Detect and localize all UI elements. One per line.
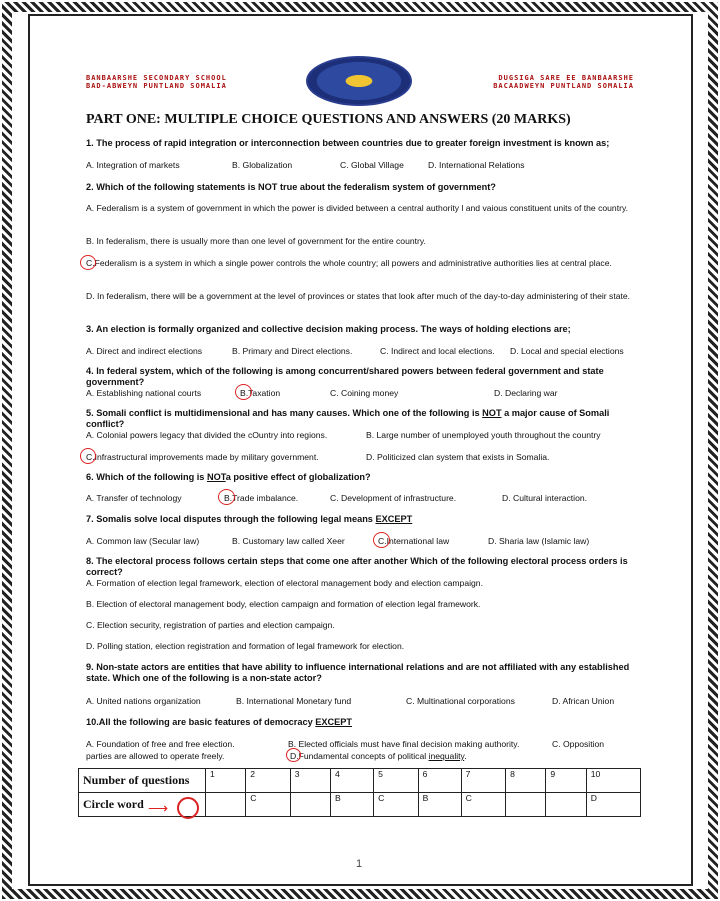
school-name-line2: BAD-ABWEYN PUNTLAND SOMALIA xyxy=(86,82,227,90)
q4-option-b[interactable]: B.Taxation xyxy=(240,388,281,398)
q10-emphasis: EXCEPT xyxy=(315,717,353,727)
q2-option-d[interactable]: D. In federalism, there will be a government at the level of provinces or states that look after much of the day-to-day administering of their state. xyxy=(86,291,631,301)
q8-option-c[interactable]: C. Election security, registration of parties and election campaign. xyxy=(86,620,335,630)
handwritten-circle-icon xyxy=(177,797,199,819)
q7-emphasis: EXCEPT xyxy=(375,514,413,524)
q7-option-d[interactable]: D. Sharia law (Islamic law) xyxy=(488,536,590,546)
q7-option-c[interactable]: C.International law xyxy=(378,536,450,546)
table-cell: 8 xyxy=(506,769,546,793)
q9-option-b[interactable]: B. International Monetary fund xyxy=(236,696,352,706)
table-cell: 1 xyxy=(206,769,246,793)
q9-option-a[interactable]: A. United nations organization xyxy=(86,696,201,706)
school-header xyxy=(86,56,634,106)
answer-cell[interactable]: C xyxy=(246,793,290,817)
q2-option-a[interactable]: A. Federalism is a system of government in which the power is divided between a central authority l and vaious constituent units of the country. xyxy=(86,203,629,213)
q6-option-d[interactable]: D. Cultural interaction. xyxy=(502,493,588,503)
q7-option-b[interactable]: B. Customary law called Xeer xyxy=(232,536,345,546)
table-cell: 7 xyxy=(461,769,505,793)
answer-cell[interactable] xyxy=(546,793,586,817)
q2-option-b[interactable]: B. In federalism, there is usually more than one level of government for the entire country. xyxy=(86,236,426,246)
q10-option-d[interactable] xyxy=(290,751,467,761)
question-10 xyxy=(86,717,646,728)
q8-option-d[interactable]: D. Polling station, election registration and formation of legal framework for election. xyxy=(86,641,405,651)
q6-option-b[interactable]: B.Trade imbalance. xyxy=(224,493,299,503)
table-cell: 5 xyxy=(374,769,418,793)
q4-answer-circle xyxy=(235,384,252,400)
answer-cell[interactable]: C xyxy=(461,793,505,817)
q1-option-b[interactable]: B. Globalization xyxy=(232,160,293,170)
question-1: 1. The process of rapid integration or interconnection between countries due to greater foreign investment is known as; xyxy=(86,138,610,148)
answer-cell[interactable] xyxy=(290,793,330,817)
q3-option-b[interactable]: B. Primary and Direct elections. xyxy=(232,346,353,356)
table-row-numbers xyxy=(79,769,641,793)
question-4: 4. In federal system, which of the following is among concurrent/shared powers between federal government and state government? xyxy=(86,366,604,387)
q7-option-a[interactable]: A. Common law (Secular law) xyxy=(86,536,200,546)
q10-option-d-text: D.Fundamental concepts of political xyxy=(290,751,429,761)
q3-option-d[interactable]: D. Local and special elections xyxy=(510,346,624,356)
question-7 xyxy=(86,514,646,525)
answer-cell[interactable]: C xyxy=(374,793,418,817)
table-cell: 4 xyxy=(331,769,374,793)
school-name-right-line2: BACAADWEYN PUNTLAND SOMALIA xyxy=(493,82,634,90)
q10-option-d-period: . xyxy=(464,751,467,761)
q2-option-c[interactable]: C.Federalism is a system in which a single power controls the whole country; all powers and administrative authorities lies at central place. xyxy=(86,258,612,268)
part-title: PART ONE: MULTIPLE CHOICE QUESTIONS AND ANSWERS (20 MARKS) xyxy=(86,112,571,127)
table-cell: 6 xyxy=(418,769,461,793)
q9-option-d[interactable]: D. African Union xyxy=(552,696,615,706)
q3-option-c[interactable]: C. Indirect and local elections. xyxy=(380,346,495,356)
q6-emphasis: NOT xyxy=(206,472,226,482)
q3-option-a[interactable]: A. Direct and indirect elections xyxy=(86,346,203,356)
q5-option-b[interactable]: B. Large number of unemployed youth throughout the country xyxy=(366,430,601,440)
row-label-answers: Circle word xyxy=(79,793,206,817)
answer-cell[interactable] xyxy=(206,793,246,817)
q5-option-d[interactable]: D. Politicized clan system that exists in Somalia. xyxy=(366,452,550,462)
q4-option-c[interactable]: C. Coining money xyxy=(330,388,399,398)
q10-text-start: 10.All the following are basic features of democracy xyxy=(86,717,316,727)
table-cell: 2 xyxy=(246,769,290,793)
q6-option-a[interactable]: A. Transfer of technology xyxy=(86,493,182,503)
school-name-somali-english xyxy=(86,74,296,90)
answer-cell[interactable]: B xyxy=(418,793,461,817)
q5-option-c[interactable]: C.Infrastructural improvements made by military government. xyxy=(86,452,319,462)
q2-answer-circle xyxy=(80,255,96,270)
handwritten-arrow-icon: ⟶ xyxy=(148,800,169,816)
answer-cell[interactable]: D xyxy=(586,793,640,817)
q5-text-start: 5. Somali conflict is multidimensional and has many causes. Which one of the following is xyxy=(86,408,483,418)
q10-option-c[interactable]: C. Opposition xyxy=(552,739,605,749)
question-3: 3. An election is formally organized and collective decision making process. The ways of holding elections are; xyxy=(86,324,571,334)
row-label-numbers: Number of questions xyxy=(79,769,206,793)
question-8: 8. The electoral process follows certain steps that come one after another Which of the following electoral process orders is correct? xyxy=(86,556,628,577)
answer-cell[interactable] xyxy=(506,793,546,817)
q1-option-c[interactable]: C. Global Village xyxy=(340,160,404,170)
table-cell: 9 xyxy=(546,769,586,793)
q10-option-b[interactable]: B. Elected officials must have final decision making authority. xyxy=(288,739,520,749)
q7-text-start: 7. Somalis solve local disputes through the following legal means xyxy=(86,514,376,524)
question-9: 9. Non-state actors are entities that have ability to influence international relations and are not affiliated with any established state. Which one of the following is a non-state actor? xyxy=(86,662,630,683)
table-cell: 10 xyxy=(586,769,640,793)
q4-option-a[interactable]: A. Establishing national courts xyxy=(86,388,202,398)
q10-option-a[interactable]: A. Foundation of free and free election. xyxy=(86,739,235,749)
question-5 xyxy=(86,408,646,430)
q1-option-a[interactable]: A. Integration of markets xyxy=(86,160,180,170)
table-cell: 3 xyxy=(290,769,330,793)
school-logo xyxy=(306,56,412,106)
school-name-right-line1: DUGSIGA SARE EE BANBAARSHE xyxy=(498,74,634,82)
q6-text-start: 6. Which of the following is xyxy=(86,472,207,482)
page-number: 1 xyxy=(356,858,363,870)
q10-answer-circle xyxy=(286,748,301,762)
q6-option-c[interactable]: C. Development of infrastructure. xyxy=(330,493,457,503)
q6-answer-circle xyxy=(218,489,235,505)
q7-answer-circle xyxy=(373,532,390,548)
q5-option-a[interactable]: A. Colonial powers legacy that divided the cOuntry into regions. xyxy=(86,430,328,440)
q8-option-a[interactable]: A. Formation of election legal framework, election of electoral management body and election campaign. xyxy=(86,578,483,588)
school-name-line1: BANBAARSHE SECONDARY SCHOOL xyxy=(86,74,227,82)
q9-option-c[interactable]: C. Multinational corporations xyxy=(406,696,515,706)
q6-text-end: a positive effect of globalization? xyxy=(225,472,371,482)
school-name-somali xyxy=(424,74,634,90)
q5-text-end: a major cause of Somali conflict? xyxy=(86,408,610,429)
q4-option-d[interactable]: D. Declaring war xyxy=(494,388,558,398)
q5-emphasis: NOT xyxy=(482,408,502,418)
q10-option-d-emphasis: inequality xyxy=(428,751,465,761)
question-2: 2. Which of the following statements is NOT true about the federalism system of government? xyxy=(86,182,496,192)
answer-cell[interactable]: B xyxy=(331,793,374,817)
q8-option-b[interactable]: B. Election of electoral management body, election campaign and formation of election legal framework. xyxy=(86,599,481,609)
q1-option-d[interactable]: D. International Relations xyxy=(428,160,525,170)
question-6 xyxy=(86,472,646,483)
q5-answer-circle xyxy=(80,448,96,464)
q10-option-c-cont: parties are allowed to operate freely. xyxy=(86,751,225,761)
